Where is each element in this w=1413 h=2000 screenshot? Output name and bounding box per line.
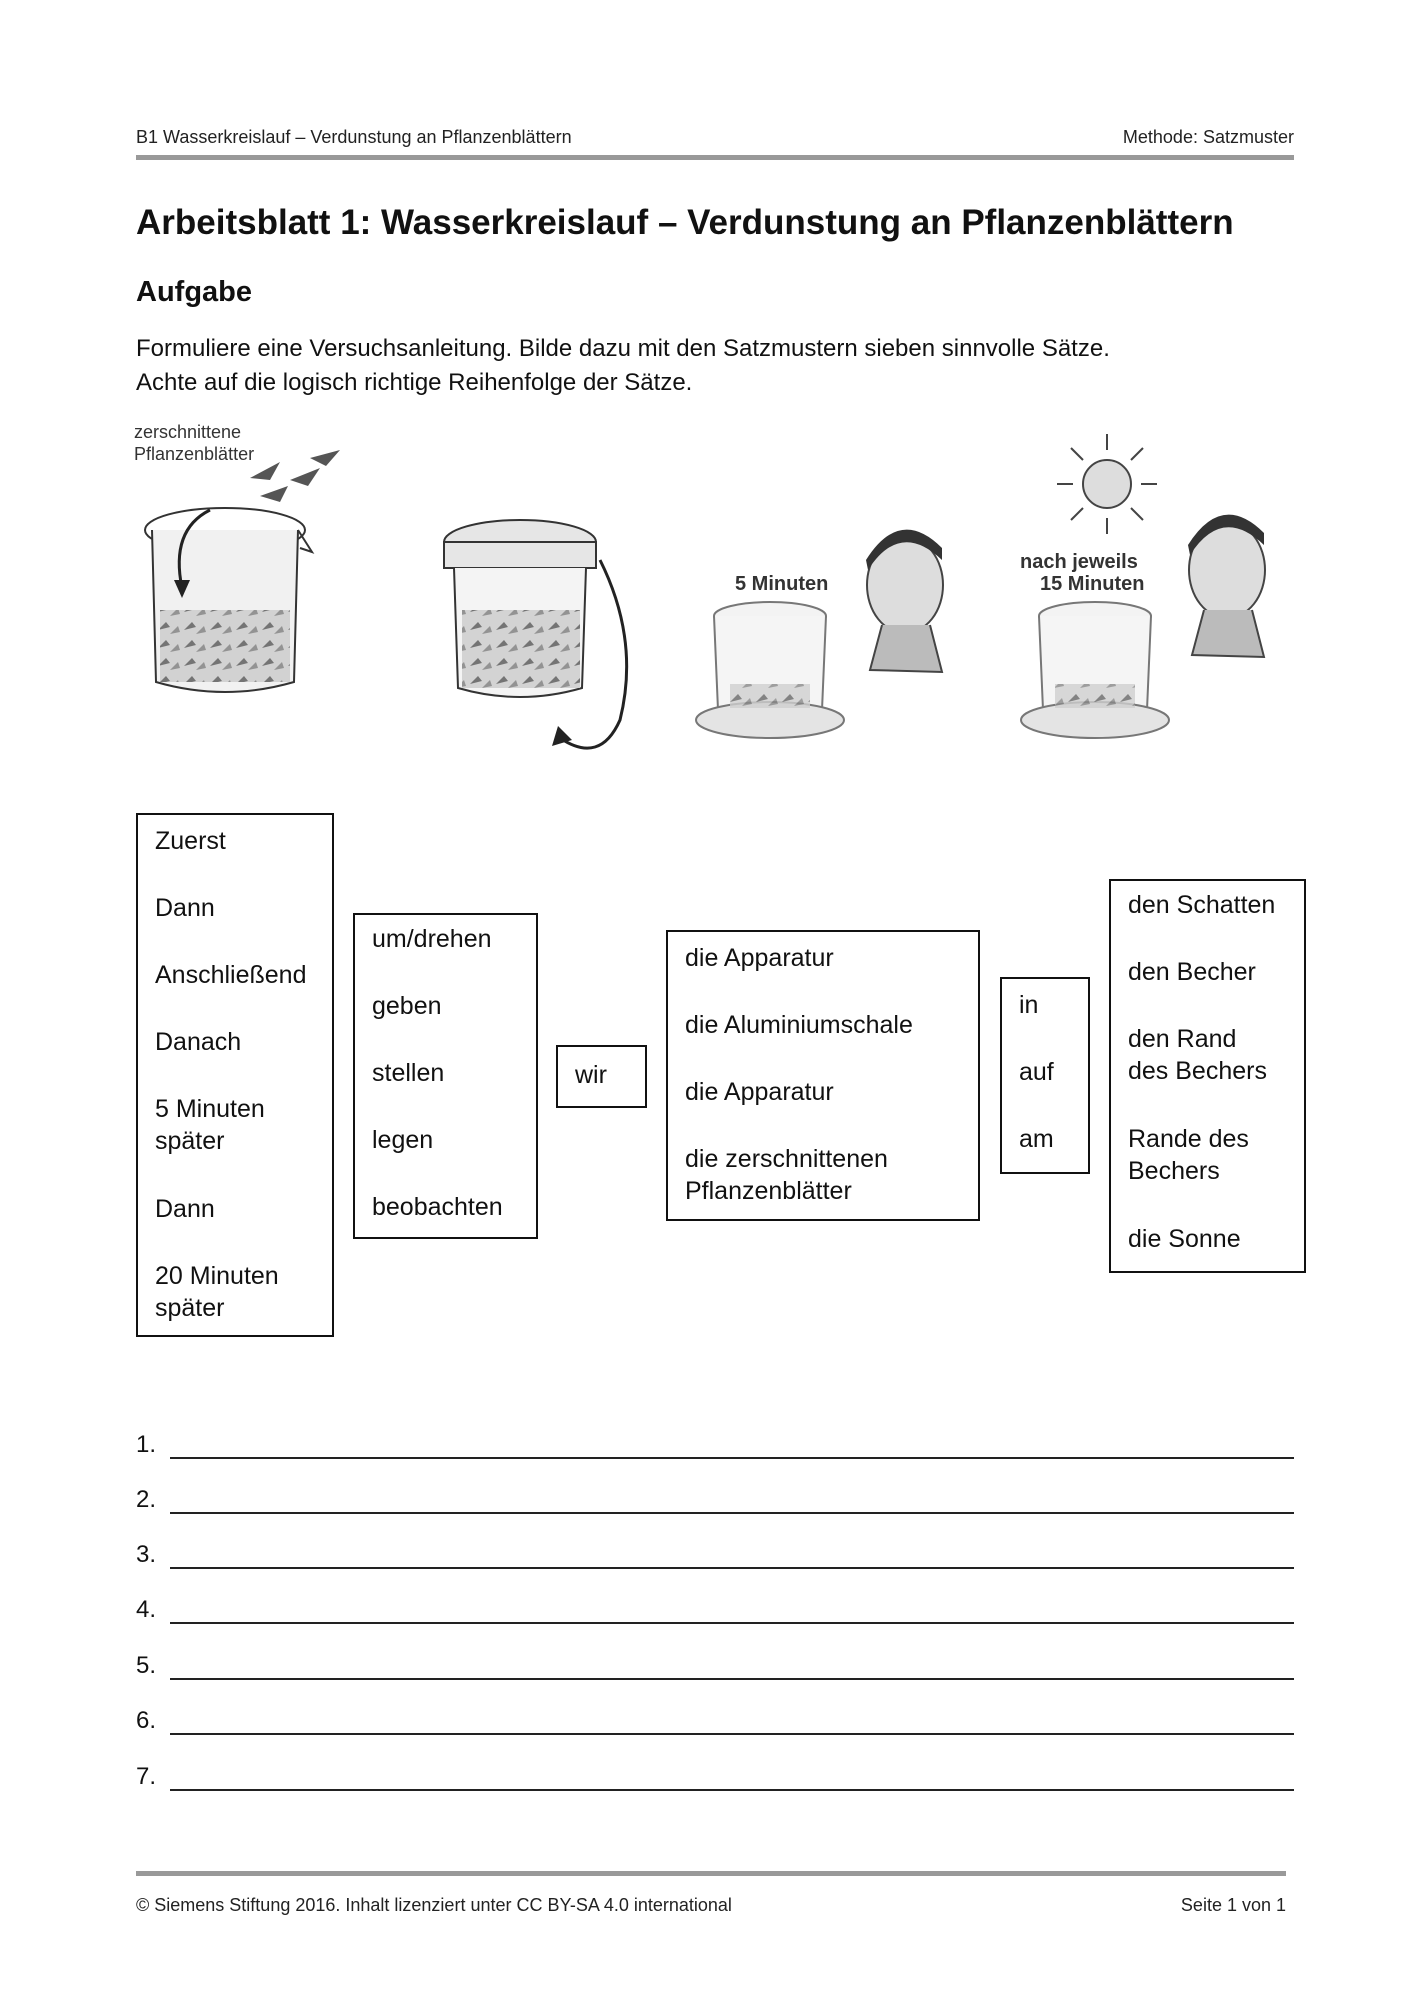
box-time-words (136, 813, 334, 1337)
word-stellen: stellen (372, 1059, 445, 1087)
answer-line-6[interactable] (136, 1695, 1294, 1735)
footer-right: Seite 1 von 1 (1180, 1895, 1286, 1915)
answer-line-4[interactable] (136, 1584, 1294, 1624)
line-number: 1. (136, 1431, 157, 1458)
word-um-drehen: um/drehen (372, 925, 492, 953)
write-line[interactable] (170, 1512, 1294, 1514)
answer-line-5[interactable] (136, 1640, 1294, 1680)
word-in: in (1019, 991, 1039, 1019)
word-die-aluminiumschale: die Aluminiumschale (685, 1011, 913, 1039)
word-den-rand: den Rand des Bechers (1128, 1025, 1267, 1085)
answer-line-3[interactable] (136, 1529, 1294, 1569)
box-places (1109, 879, 1306, 1273)
answer-line-1[interactable] (136, 1419, 1294, 1459)
experiment-illustration (130, 420, 1310, 780)
word-zuerst: Zuerst (155, 827, 226, 855)
footer-rule (136, 1871, 1286, 1876)
observation-5min-icon (696, 530, 943, 738)
word-5-minuten: 5 Minuten später (155, 1095, 265, 1155)
line-number: 2. (136, 1486, 157, 1513)
beaker-with-lid-icon (444, 520, 627, 748)
write-line[interactable] (170, 1622, 1294, 1624)
word-legen: legen (372, 1126, 434, 1154)
label-15min-line2: 15 Minuten (1040, 573, 1145, 595)
section-heading: Aufgabe (136, 276, 252, 308)
word-dann-2: Dann (155, 1195, 215, 1223)
answer-line-2[interactable] (136, 1474, 1294, 1514)
write-line[interactable] (170, 1567, 1294, 1569)
word-auf: auf (1019, 1058, 1054, 1086)
word-den-schatten: den Schatten (1128, 891, 1276, 919)
word-die-sonne: die Sonne (1128, 1225, 1241, 1253)
word-beobachten: beobachten (372, 1193, 503, 1221)
box-prepositions (1000, 977, 1090, 1174)
word-geben: geben (372, 992, 442, 1020)
box-subject (556, 1045, 647, 1108)
word-20-minuten: 20 Minuten später (155, 1262, 279, 1322)
box-verbs (353, 913, 538, 1239)
write-line[interactable] (170, 1678, 1294, 1680)
header-rule (136, 155, 1294, 160)
word-danach: Danach (155, 1028, 242, 1056)
word-die-apparatur: die Apparatur (685, 944, 834, 972)
line-number: 5. (136, 1652, 157, 1679)
line-number: 7. (136, 1763, 157, 1790)
word-den-becher: den Becher (1128, 958, 1256, 986)
answer-line-7[interactable] (136, 1751, 1294, 1791)
write-line[interactable] (170, 1733, 1294, 1735)
line-number: 6. (136, 1707, 157, 1734)
label-15min-line1: nach jeweils (1020, 551, 1138, 573)
header-right: Methode: Satzmuster (1122, 127, 1294, 147)
footer-left: © Siemens Stiftung 2016. Inhalt lizenziert unter CC BY-SA 4.0 international (136, 1895, 732, 1915)
page-title: Arbeitsblatt 1: Wasserkreislauf – Verdunstung an Pflanzenblättern (136, 203, 1234, 242)
label-5min: 5 Minuten (735, 573, 829, 595)
observation-15min-icon (1020, 515, 1265, 738)
sun-icon (1057, 434, 1157, 534)
label-leaves (134, 422, 254, 464)
word-die-apparatur-2: die Apparatur (685, 1078, 834, 1106)
word-dann: Dann (155, 894, 215, 922)
falling-leaves (250, 450, 340, 502)
header-left: B1 Wasserkreislauf – Verdunstung an Pflanzenblättern (136, 127, 572, 147)
label-15min (1020, 551, 1144, 595)
task-text: Formuliere eine Versuchsanleitung. Bilde dazu mit den Satzmustern sieben sinnvolle Sätze. Achte auf die logisch richtige Reihenfolge der Sätze. (136, 335, 1110, 396)
word-am: am (1019, 1125, 1054, 1153)
word-die-zerschnittenen: die zerschnittenen Pflanzenblätter (685, 1145, 888, 1205)
word-wir: wir (575, 1061, 607, 1089)
label-leaves-line2: Pflanzenblätter (134, 444, 255, 464)
line-number: 3. (136, 1541, 157, 1568)
line-number: 4. (136, 1596, 157, 1623)
write-line[interactable] (170, 1457, 1294, 1459)
write-line[interactable] (170, 1789, 1294, 1791)
beaker-with-leaves-icon (145, 508, 312, 692)
word-rande-des-bechers: Rande des Bechers (1128, 1125, 1249, 1185)
label-leaves-line1: zerschnittene (134, 422, 242, 442)
box-objects (666, 930, 980, 1221)
word-anschliessend: Anschließend (155, 961, 307, 989)
